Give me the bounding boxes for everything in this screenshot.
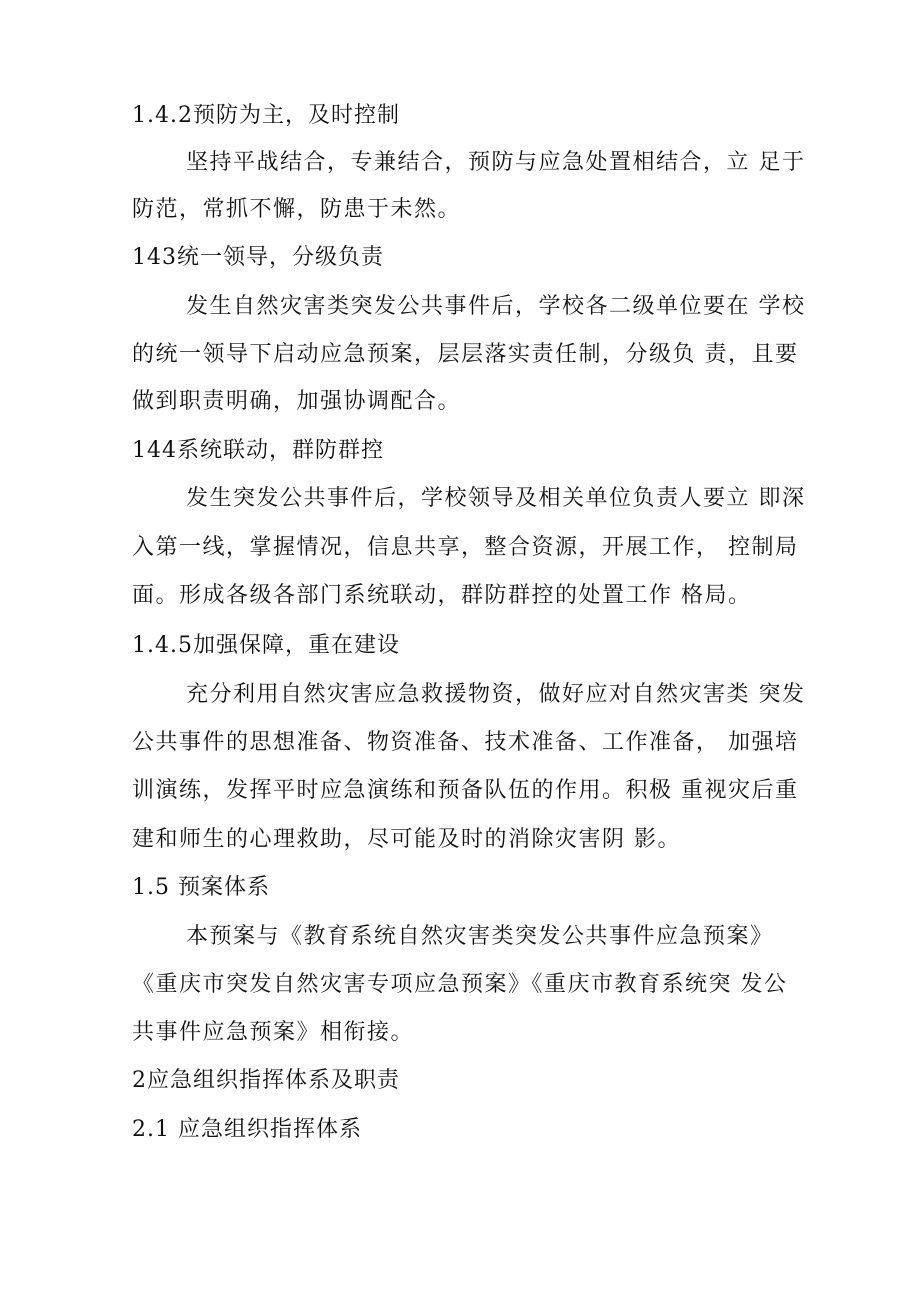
paragraph-line: 面。形成各级各部门系统联动，群防群控的处置工作 格局。 [132, 583, 752, 608]
section-heading-1-4-3: 143统一领导，分级负责 [132, 245, 384, 270]
paragraph-line: 建和师生的心理救助，尽可能及时的消除灾害阴 影。 [132, 827, 681, 852]
paragraph-line: 训演练，发挥平时应急演练和预备队伍的作用。积极 重视灾后重 [132, 778, 799, 803]
paragraph-line: 入第一线，掌握情况，信息共享，整合资源，开展工作， 控制局 [132, 535, 799, 560]
section-heading-1-4-5: 1.4.5加强保障，重在建设 [132, 633, 400, 658]
paragraph-line: 本预案与《教育系统自然灾害类突发公共事件应急预案》 [186, 924, 774, 949]
paragraph-line: 的统一领导下启动应急预案，层层落实责任制，分级负 责，且要 [132, 342, 799, 367]
paragraph-line: 做到职责明确，加强协调配合。 [132, 389, 462, 414]
section-heading-1-5: 1.5 预案体系 [132, 875, 270, 900]
section-heading-1-4-2: 1.4.2预防为主，及时控制 [132, 103, 400, 128]
section-heading-1-4-4: 144系统联动，群防群控 [132, 438, 384, 463]
paragraph-line: 公共事件的思想准备、物资准备、技术准备、工作准备， 加强培 [132, 730, 799, 755]
paragraph-line: 防范，常抓不懈，防患于未然。 [132, 197, 462, 222]
paragraph-line: 坚持平战结合，专兼结合，预防与应急处置相结合，立 足于 [186, 150, 806, 175]
paragraph-line: 共事件应急预案》相衔接。 [132, 1020, 415, 1045]
section-heading-2-1: 2.1 应急组织指挥体系 [132, 1117, 362, 1142]
paragraph-line: 充分利用自然灾害应急救援物资，做好应对自然灾害类 突发 [186, 682, 806, 707]
paragraph-line: 《重庆市突发自然灾害专项应急预案》《重庆市教育系统突 发公 [132, 972, 788, 997]
section-heading-2: 2应急组织指挥体系及职责 [132, 1068, 400, 1093]
paragraph-line: 发生突发公共事件后，学校领导及相关单位负责人要立 即深 [186, 486, 806, 511]
paragraph-line: 发生自然灾害类突发公共事件后，学校各二级单位要在 学校 [186, 294, 806, 319]
